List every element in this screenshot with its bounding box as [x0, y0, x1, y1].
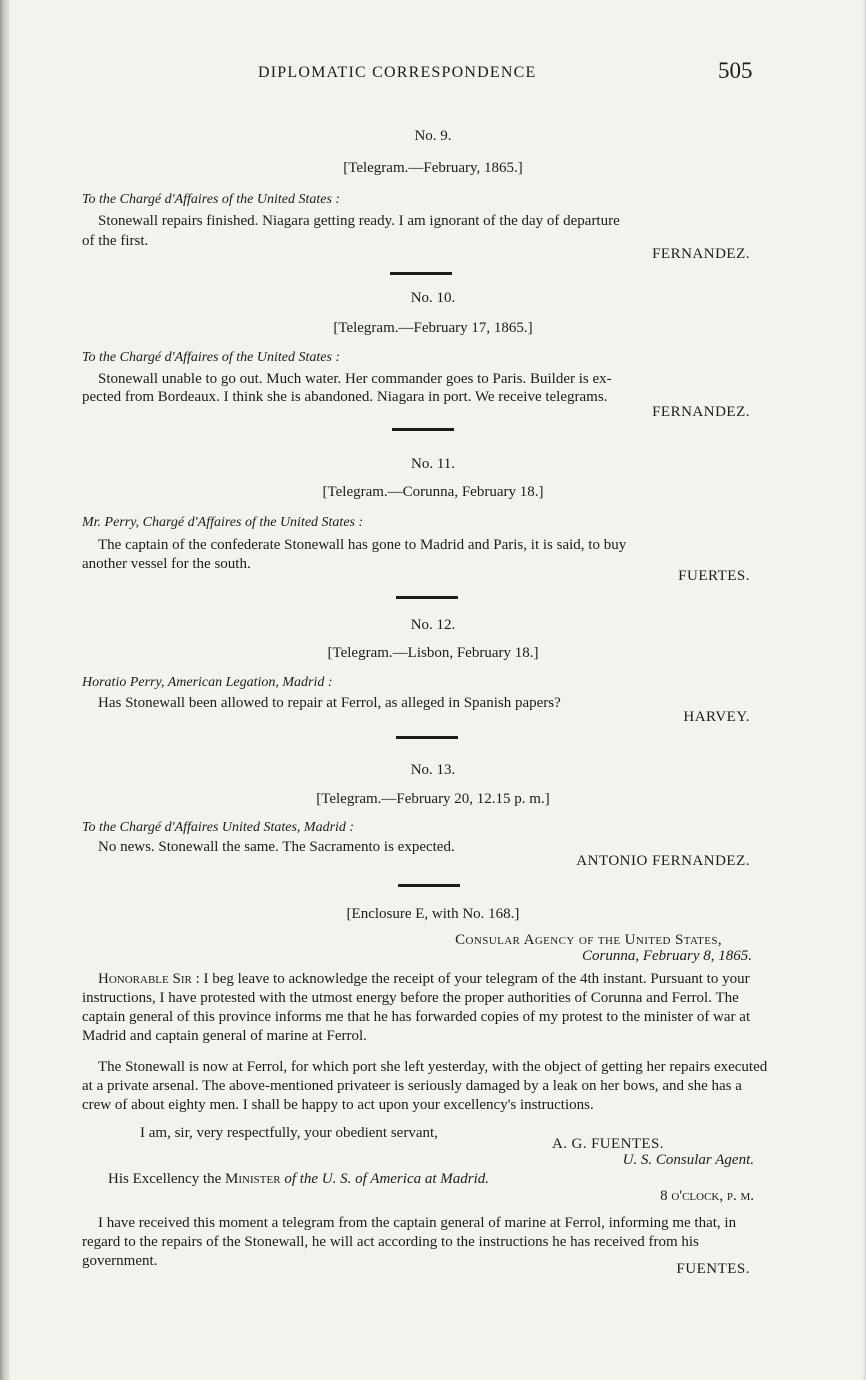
telegram-signature: HARVEY.	[683, 709, 750, 725]
telegram-text-line: Stonewall repairs finished. Niagara getting ready. I am ignorant of the day of departure	[98, 213, 620, 229]
final-signature: FUENTES.	[676, 1261, 750, 1277]
telegram-text-line: The captain of the confederate Stonewall has gone to Madrid and Paris, it is said, to buy	[98, 537, 627, 553]
section-number: No. 13.	[410, 762, 456, 778]
telegram-signature: FERNANDEZ.	[652, 404, 750, 420]
section-divider	[392, 428, 454, 431]
dateline: Corunna, February 8, 1865.	[582, 948, 752, 964]
letter-paragraph	[82, 970, 774, 1046]
telegram-text-line: pected from Bordeaux. I think she is abandoned. Niagara in port. We receive telegrams.	[82, 389, 608, 405]
section-number: No. 10.	[410, 290, 456, 306]
telegram-address: To the Chargé d'Affaires of the United States :	[82, 350, 341, 365]
telegram-signature: FUERTES.	[678, 568, 750, 584]
telegram-signature: FERNANDEZ.	[652, 246, 750, 262]
page-binding-edge	[0, 0, 10, 1380]
telegram-text-line: Stonewall unable to go out. Much water. Her commander goes to Paris. Builder is ex-	[98, 371, 612, 387]
salutation: Honorable Sir :	[98, 971, 200, 987]
recipient-line	[108, 1170, 489, 1189]
page-right-edge	[862, 0, 866, 1380]
telegram-text-line: of the first.	[82, 233, 149, 249]
telegram-address: Horatio Perry, American Legation, Madrid :	[82, 675, 333, 690]
letter-paragraph: The Stonewall is now at Ferrol, for which port she left yesterday, with the object of getting her repairs executed at a private arsenal. The above-mentioned privateer is seriously damaged by a leak on her bows, and she has a crew of about eighty men. I shall be happy to act upon your excellency's instructions.	[82, 1059, 768, 1113]
section-divider	[396, 736, 458, 739]
time-note: 8 o'clock, p. m.	[660, 1188, 754, 1204]
section-number: No. 12.	[410, 617, 456, 633]
signer-name: A. G. FUENTES.	[552, 1136, 664, 1152]
telegram-heading: [Telegram.—February, 1865.]	[343, 160, 523, 176]
recipient-suffix: of the U. S. of America at Madrid.	[284, 1171, 490, 1187]
paragraph-text: I beg leave to acknowledge the receipt of your telegram of the 4th instant. Pursuant to your instructions, I have protested with the utmost energy before the proper authorities of Corunna and Ferrol. The captain general of this province informs me that he has forwarded copies of my protest to the minister of war at Madrid and captain general of marine at Ferrol.	[82, 971, 751, 1044]
consular-agency-heading: Consular Agency of the United States,	[455, 932, 722, 948]
signer-title: U. S. Consular Agent.	[622, 1152, 754, 1168]
section-number: No. 9.	[414, 128, 452, 144]
section-divider	[398, 884, 460, 887]
telegram-address: To the Chargé d'Affaires United States, Madrid :	[82, 820, 355, 835]
telegram-heading: [Telegram.—February 17, 1865.]	[333, 320, 533, 336]
telegram-text-line: another vessel for the south.	[82, 556, 251, 572]
recipient-title: Minister	[225, 1171, 281, 1187]
telegram-heading: [Telegram.—February 20, 12.15 p. m.]	[316, 791, 550, 807]
telegram-heading: [Telegram.—Corunna, February 18.]	[322, 484, 544, 500]
section-number: No. 11.	[410, 456, 456, 472]
telegram-address: To the Chargé d'Affaires of the United States :	[82, 192, 341, 207]
recipient-prefix: His Excellency the	[108, 1171, 222, 1187]
enclosure-heading: [Enclosure E, with No. 168.]	[346, 906, 520, 922]
telegram-address: Mr. Perry, Chargé d'Affaires of the United States :	[82, 515, 364, 530]
telegram-heading: [Telegram.—Lisbon, February 18.]	[327, 645, 539, 661]
telegram-text-line: Has Stonewall been allowed to repair at Ferrol, as alleged in Spanish papers?	[98, 695, 561, 711]
letter-paragraph: I have received this moment a telegram from the captain general of marine at Ferrol, informing me that, in regard to the repairs of the Stonewall, he will act according to the instructions he has received from his government.	[82, 1215, 737, 1269]
page-number: 505	[718, 58, 753, 83]
letter-closing: I am, sir, very respectfully, your obedient servant,	[140, 1125, 438, 1141]
section-divider	[390, 272, 452, 275]
running-head: DIPLOMATIC CORRESPONDENCE	[258, 64, 537, 81]
telegram-text-line: No news. Stonewall the same. The Sacramento is expected.	[98, 839, 455, 855]
section-divider	[396, 596, 458, 599]
telegram-signature: ANTONIO FERNANDEZ.	[576, 853, 750, 869]
